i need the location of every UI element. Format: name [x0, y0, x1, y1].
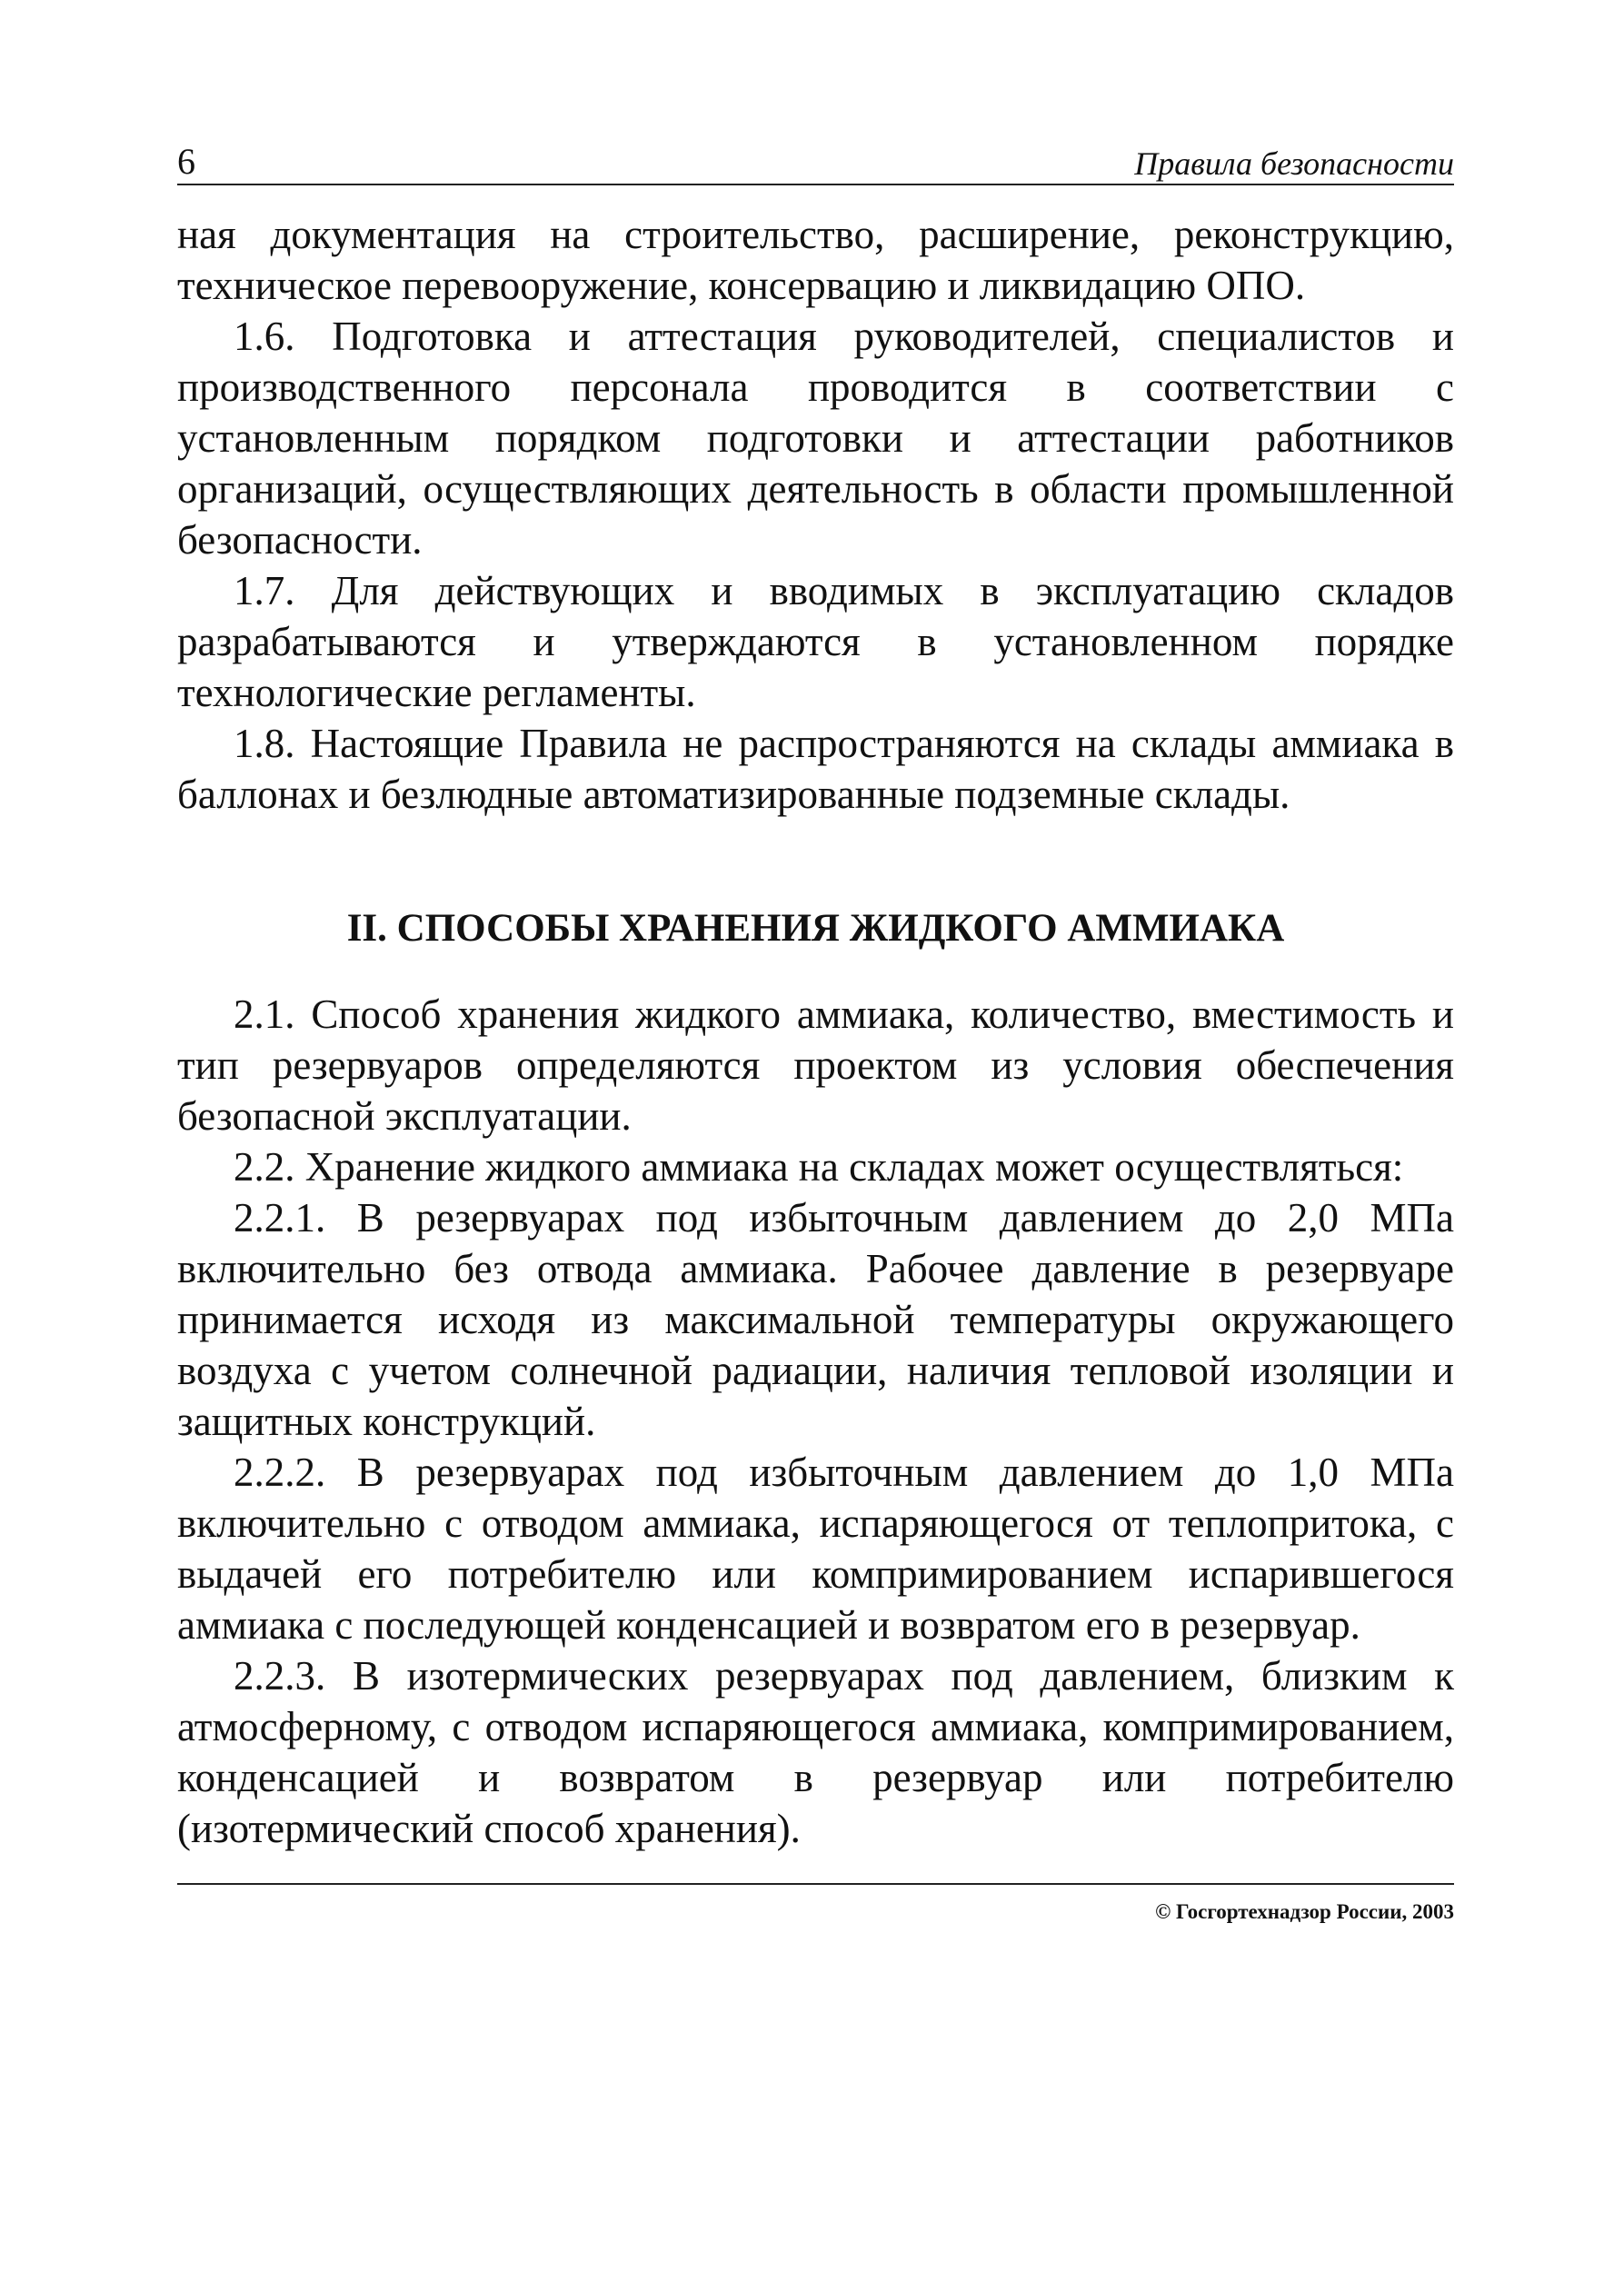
running-title: Правила безопасности [1134, 145, 1454, 182]
document-page [177, 136, 1454, 1925]
paragraph-2-1: 2.1. Способ хранения жидкого аммиака, количество, вместимость и тип резервуаров определяются проектом из условия обеспечения безопасной эксплуатации. [177, 992, 1454, 1139]
paragraph-1-8: 1.8. Настоящие Правила не распространяются на склады аммиака в баллонах и безлюдные автоматизированные подземные склады. [177, 721, 1454, 817]
body-text [177, 209, 1454, 1854]
paragraph-2-2: 2.2. Хранение жидкого аммиака на складах может осуществляться: [234, 1144, 1404, 1190]
paragraph-2-2-3: 2.2.3. В изотермических резервуарах под давлением, близким к атмосферному, с отводом испаряющегося аммиака, компримированием, конденсацией и возвратом в резервуар или потребителю (изотермический способ хранения). [177, 1653, 1454, 1851]
copyright-notice: © Госгортехнадзор России, 2003 [1155, 1900, 1454, 1923]
section-heading: II. СПОСОБЫ ХРАНЕНИЯ ЖИДКОГО АММИАКА [346, 907, 1285, 950]
page-footer [177, 1883, 1454, 1925]
page-number: 6 [177, 141, 195, 182]
paragraph-continuation: ная документация на строительство, расширение, реконструкцию, техническое перевооружение, консервацию и ликвидацию ОПО. [177, 212, 1454, 308]
paragraph-2-2-2: 2.2.2. В резервуарах под избыточным давлением до 1,0 МПа включительно с отводом аммиака, испаряющегося от теплопритока, с выдачей его потребителю или компримированием испарившегося аммиака с последующей конденсацией и возвратом его в резервуар. [177, 1450, 1454, 1648]
paragraph-2-2-1: 2.2.1. В резервуарах под избыточным давлением до 2,0 МПа включительно без отвода аммиака. Рабочее давление в резервуаре принимается исходя из максимальной температуры окружающего воздуха с учетом солнечной радиации, наличия тепловой изоляции и защитных конструкций. [177, 1195, 1454, 1444]
page-header [177, 136, 1454, 185]
paragraph-1-6: 1.6. Подготовка и аттестация руководителей, специалистов и производственного персонала проводится в соответствии с установленным порядком подготовки и аттестации работников организаций, осуществляющих деятельность в области промышленной безопасности. [177, 314, 1454, 563]
paragraph-1-7: 1.7. Для действующих и вводимых в эксплуатацию складов разрабатываются и утверждаются в установленном порядке технологические регламенты. [177, 568, 1454, 715]
